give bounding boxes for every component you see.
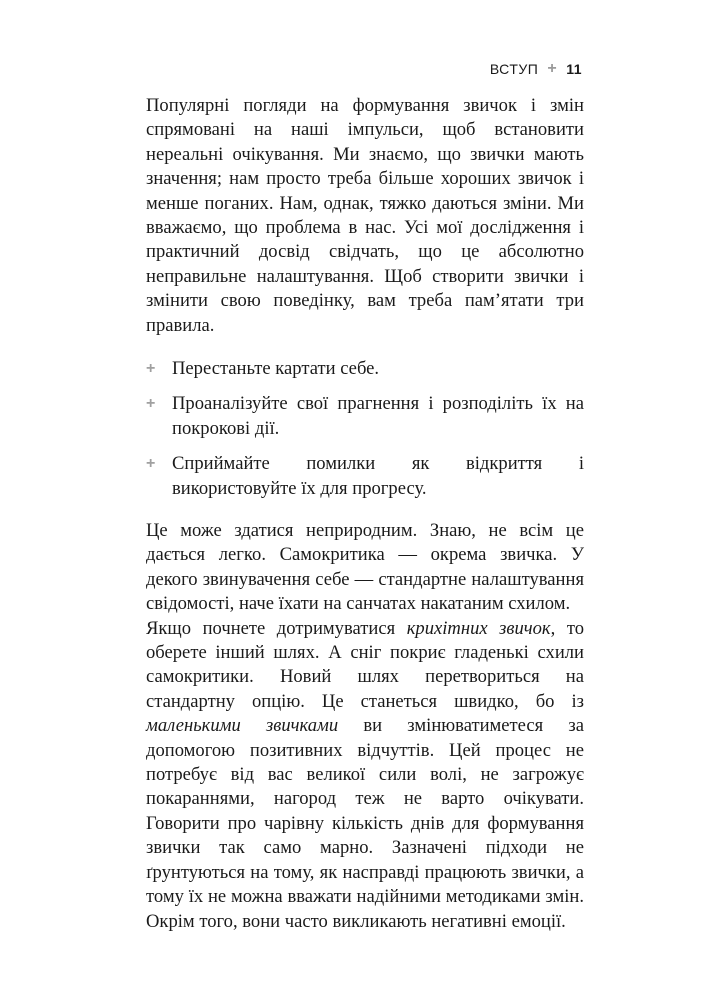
plus-bullet-icon: + xyxy=(146,395,156,413)
plus-bullet-icon: + xyxy=(146,360,156,377)
paragraph-3-italic-1: крихітних звичок xyxy=(406,617,551,639)
paragraph-3-part-1: Якщо почнете дотримуватися xyxy=(146,617,407,639)
list-item-text: Проаналізуйте свої прагнення і розподіліть їх на покрокові дії. xyxy=(172,393,584,439)
paragraph-closing xyxy=(146,519,584,934)
paragraph-3-part-2: , то оберете інший шлях. А сніг покриє гладенькі схили самокритики. Новий шлях перетвориться на стандартну опцію. Це станеться швидко, бо із xyxy=(146,617,584,712)
paragraph-3 xyxy=(146,617,584,934)
paragraph-2: Це може здатися неприродним. Знаю, не всім це дається легко. Самокритика — окрема звичка. У декого звинувачення себе — стандартне налаштування свідомості, наче їхати на санчатах накатаним схилом. xyxy=(146,520,584,615)
list-item xyxy=(146,452,584,501)
paragraph-3-part-3: ви змінюватиметеся за допомогою позитивних відчуттів. Цей процес не потребує від вас великої сили волі, не загрожує покараннями, нагород теж не варто очікувати. Говорити про чарівну кількість днів для формування звички так само марно. Зазначені підходи не ґрунтуються на тому, як насправді працюють звички, а тому їх не можна вважати надійними методиками змін. Окрім того, вони часто викликають негативні емоції. xyxy=(146,715,584,932)
list-item-text: Перестаньте картати себе. xyxy=(172,358,380,379)
plus-bullet-icon: + xyxy=(146,455,156,473)
paragraph-3-italic-2: маленькими звичками xyxy=(146,715,339,737)
list-item-text: Сприймайте помилки як відкриття і використовуйте їх для прогресу. xyxy=(172,453,584,499)
plus-separator-icon: + xyxy=(547,60,558,77)
list-item xyxy=(146,392,584,441)
paragraph-1: Популярні погляди на формування звичок і змін спрямовані на наші імпульси, щоб встановити нереальні очікування. Ми знаємо, що звички мають значення; нам просто треба більше хороших звичок і менше поганих. Нам, однак, тяжко даються зміни. Ми вважаємо, що проблема в нас. Усі мої дослідження і практичний досвід свідчать, що це абсолютно неправильне налаштування. Щоб створити звички і змінити свою поведінку, вам треба пам’ятати три правила. xyxy=(146,95,584,336)
running-header xyxy=(490,60,582,78)
list-item xyxy=(146,357,584,381)
section-title: ВСТУП xyxy=(489,61,539,77)
page-number: 11 xyxy=(566,61,582,77)
paragraph-intro xyxy=(146,94,584,338)
rules-list xyxy=(146,357,584,512)
